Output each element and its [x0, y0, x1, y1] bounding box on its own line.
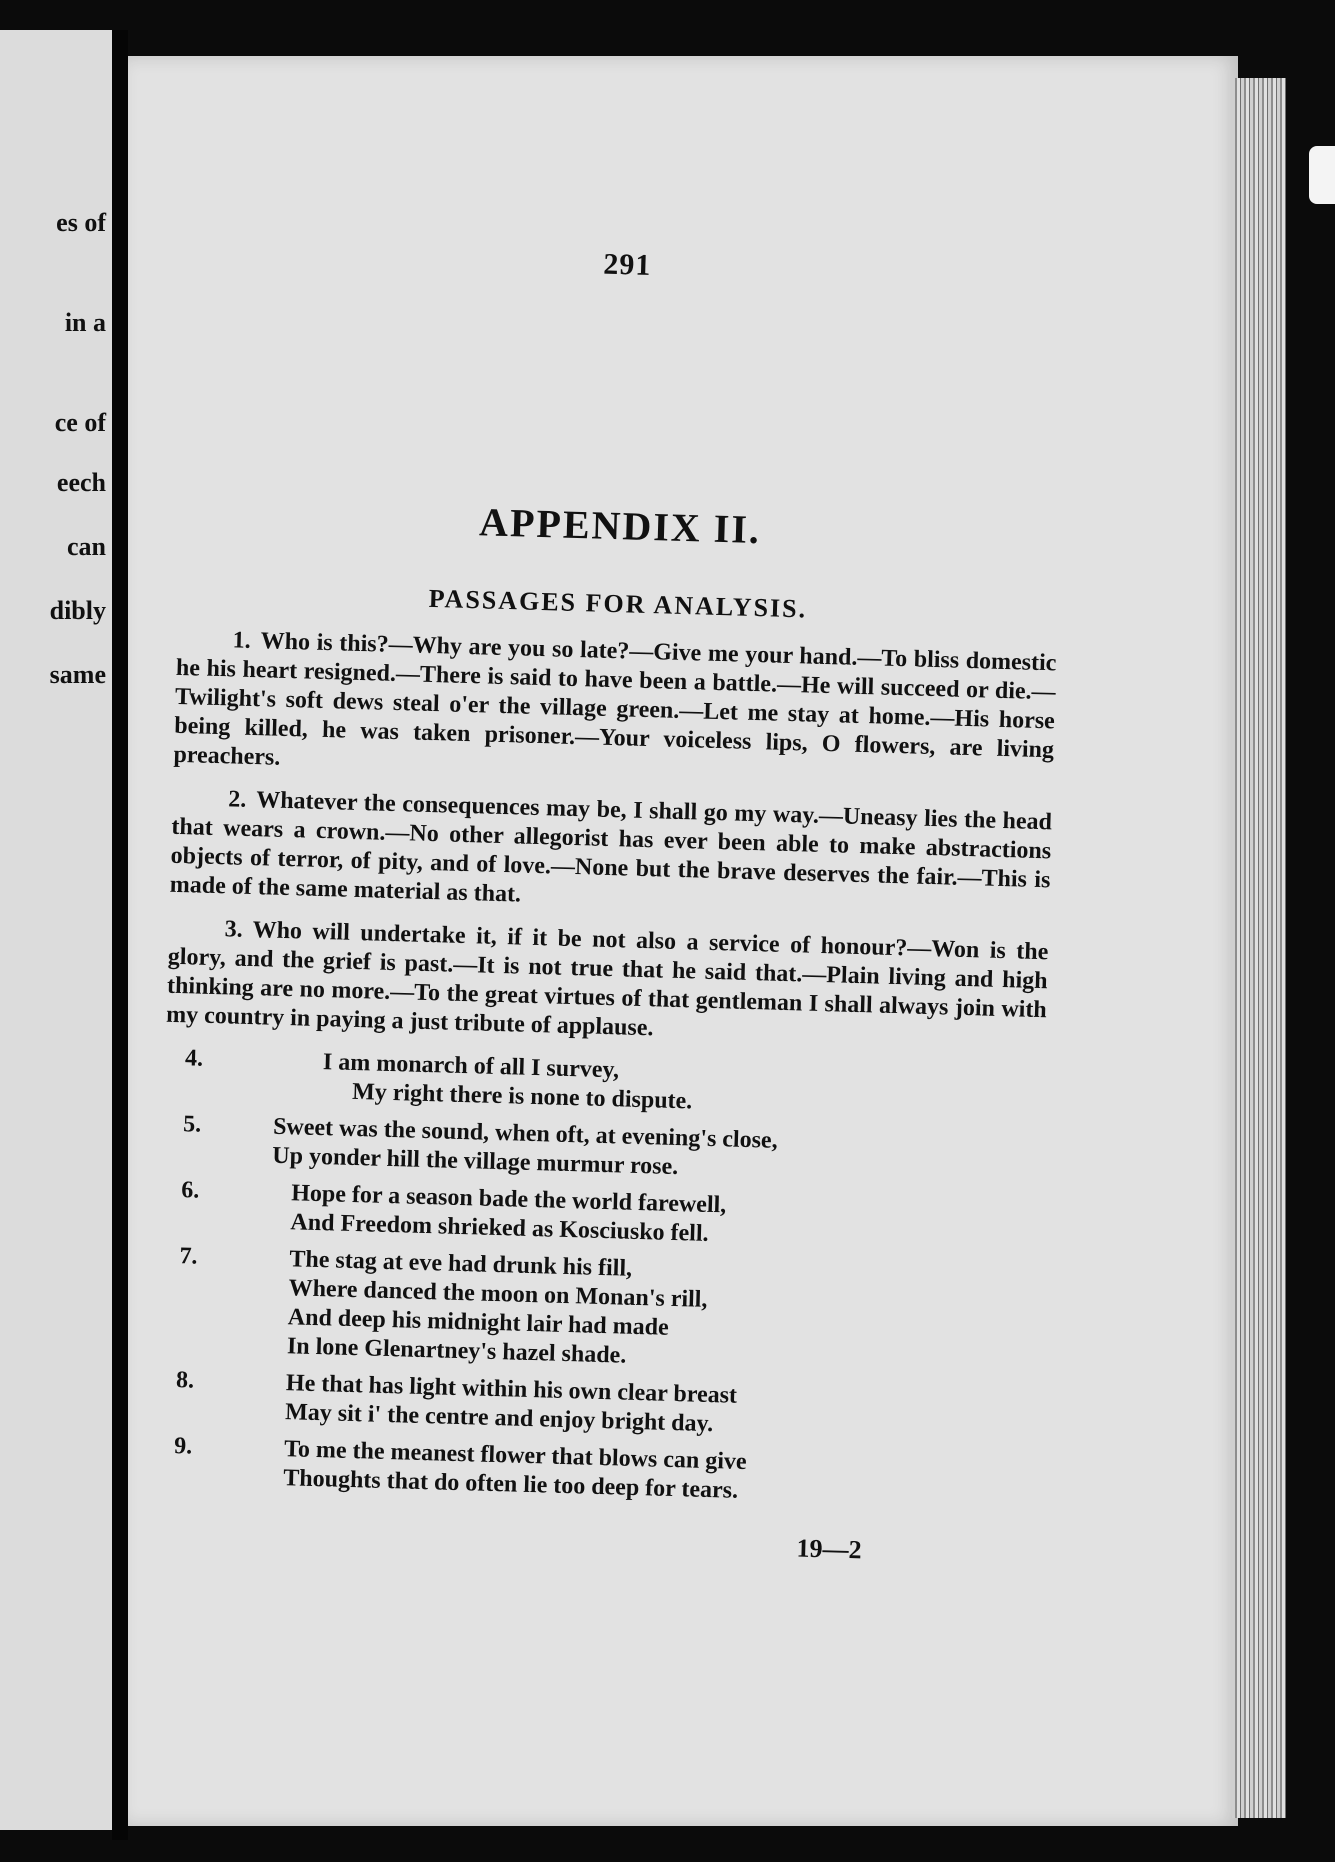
verse-line: And Freedom shrieked as Kosciusko fell.	[290, 1209, 709, 1247]
passage-2	[169, 784, 1052, 925]
verse-number: 4.	[184, 1045, 204, 1072]
verse-line: And deep his midnight lair had made	[287, 1304, 670, 1341]
verse-line: Where danced the moon on Monan's rill,	[288, 1275, 708, 1313]
passage-number: 3.	[224, 916, 244, 943]
verse-number: 8.	[175, 1367, 195, 1394]
passage-number: 2.	[227, 786, 247, 813]
passage-1	[173, 625, 1057, 795]
verse-line: Up yonder hill the village murmur rose.	[271, 1142, 679, 1181]
left-fragment-3: ce of	[54, 408, 106, 437]
verse-number: 7.	[179, 1243, 198, 1270]
verse-line: Thoughts that do often lie too deep for tears.	[282, 1465, 739, 1504]
left-fragment-4: eech	[56, 468, 106, 497]
verse-7	[157, 1242, 1040, 1383]
verse-number: 9.	[173, 1433, 193, 1460]
book-gutter	[112, 30, 128, 1840]
passage-number: 1.	[232, 627, 252, 654]
verse-number: 5.	[182, 1111, 202, 1138]
left-fragment-5: can	[67, 532, 106, 561]
left-fragment-7: same	[49, 660, 106, 689]
verse-line: My right there is none to dispute.	[351, 1078, 693, 1115]
passage-text: Whatever the consequences may be, I shall go my way.—Uneasy lies the head that wears a crown.—No other allegorist has ever been able to make abstractions objects of terror, of pity, and of love.—None but the brave deserves the fair.—This is made of the same material as that.	[169, 787, 1053, 908]
left-fragment-6: dibly	[49, 596, 106, 625]
section-heading: PASSAGES FOR ANALYSIS.	[428, 583, 808, 624]
verse-line: Hope for a season bade the world farewell,	[290, 1180, 727, 1219]
verse-line: Sweet was the sound, when oft, at evening's close,	[272, 1113, 779, 1154]
signature-mark: 19—2	[796, 1533, 862, 1565]
left-fragment-1: es of	[56, 208, 106, 237]
page-edges	[1232, 78, 1286, 1818]
verse-number: 6.	[180, 1177, 200, 1204]
page-content	[151, 236, 1067, 1570]
verse-line: The stag at eve had drunk his fill,	[289, 1246, 633, 1282]
passage-text: Who will undertake it, if it be not also a service of honour?—Won is the glory, and the grief is past.—It is not true that he said that.—Plain living and high thinking are no more.—To the great virtues of that gentleman I shall always join with my country in paying a just tribute of applause.	[165, 917, 1049, 1042]
page-number: 291	[602, 247, 652, 282]
left-page	[0, 30, 112, 1830]
verse-line: May sit i' the centre and enjoy bright day.	[284, 1399, 714, 1438]
appendix-title: APPENDIX II.	[478, 499, 762, 553]
right-page	[128, 56, 1238, 1826]
verse-line: I am monarch of all I survey,	[322, 1049, 620, 1084]
scan-artifact	[1309, 146, 1335, 204]
left-fragment-2: in a	[64, 308, 106, 337]
verse-line: To me the meanest flower that blows can give	[283, 1436, 747, 1476]
verse-line: He that has light within his own clear breast	[285, 1370, 738, 1409]
passage-text: Who is this?—Why are you so late?—Give me your hand.—To bliss domestic he his heart resigned.—There is said to have been a battle.—He will succeed or die.—Twilight's soft dews steal o'er the village green.—Let me stay at home.—His horse being killed, he was taken prisoner.—Your voiceless lips, O flowers, are living preachers.	[173, 628, 1057, 771]
passage-3	[166, 914, 1049, 1055]
verse-line: In lone Glenartney's hazel shade.	[286, 1333, 627, 1369]
